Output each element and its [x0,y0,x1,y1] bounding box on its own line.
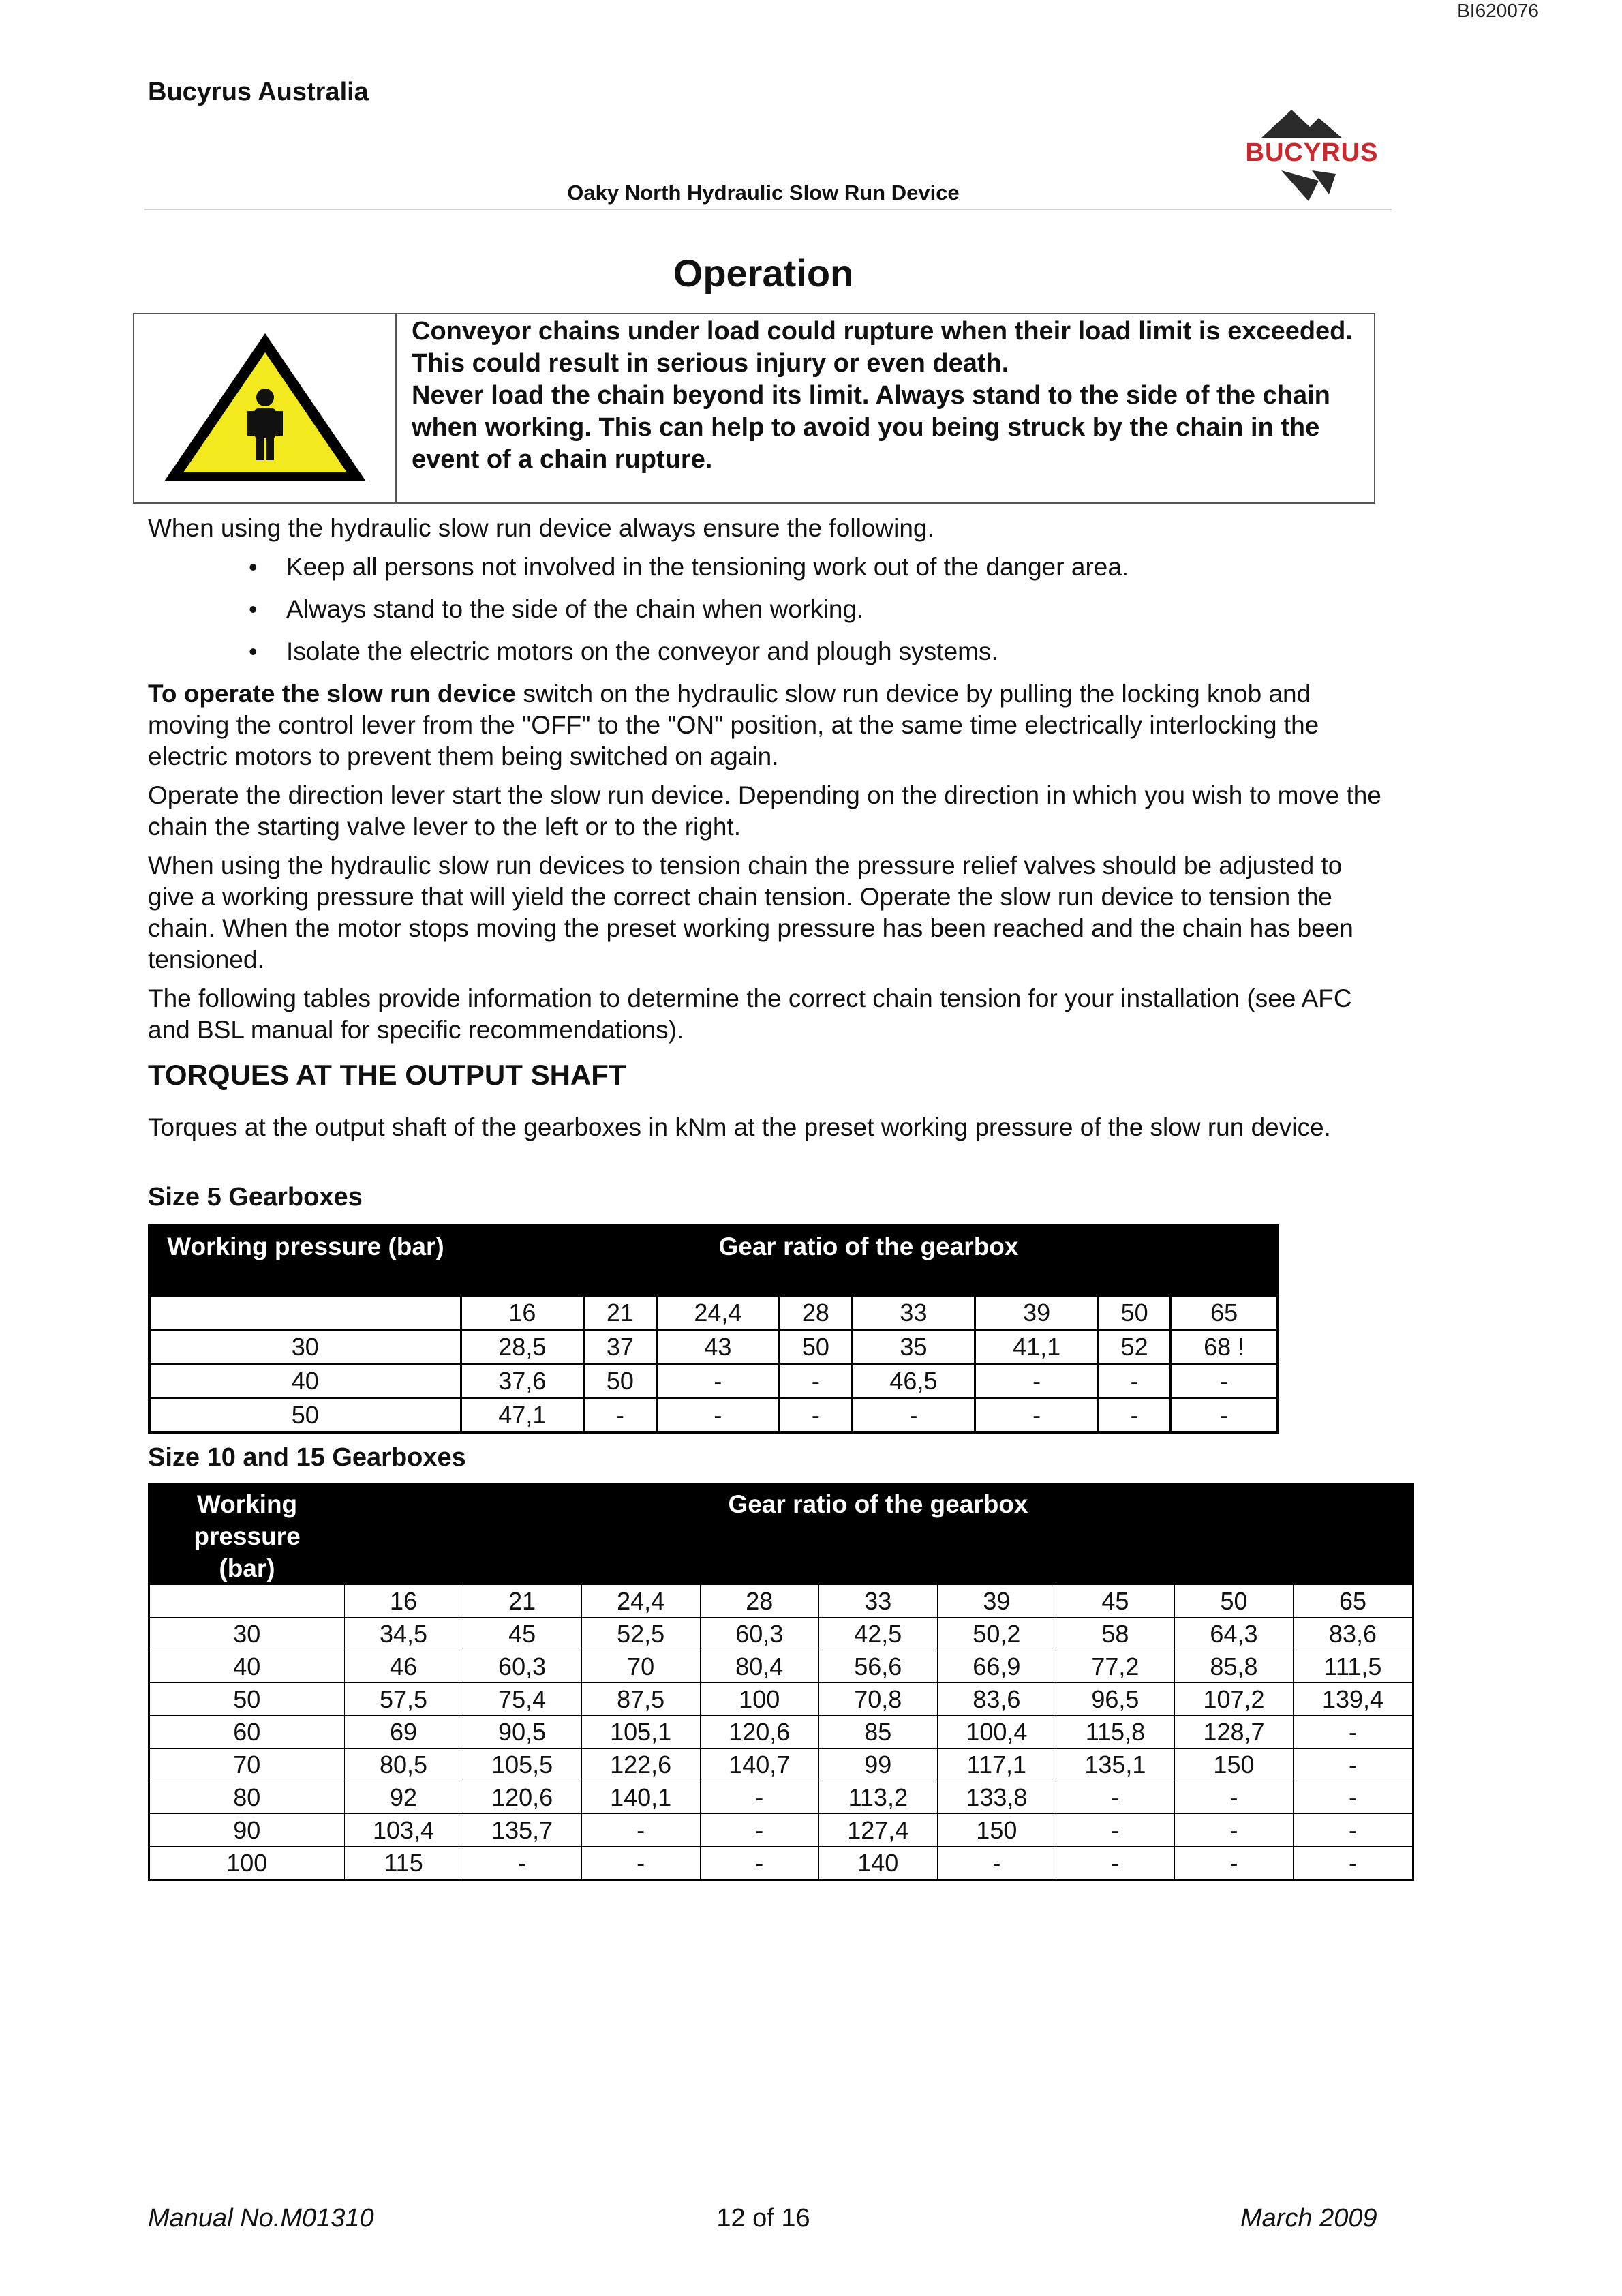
torque-value-cell: 113,2 [818,1781,937,1814]
warning-triangle-person-icon [134,314,395,502]
gear-ratio-cell: 21 [584,1296,656,1330]
header-divider [144,209,1392,210]
torque-value-cell: 77,2 [1056,1650,1174,1683]
torque-value-cell: - [584,1398,656,1433]
operate-bold-lead: To operate the slow run device [148,680,517,708]
torque-value-cell: 41,1 [975,1330,1099,1364]
gear-ratio-cell: 33 [818,1585,937,1618]
torque-value-cell: 139,4 [1294,1683,1413,1716]
torque-value-cell: 107,2 [1174,1683,1293,1716]
torque-value-cell: - [1294,1749,1413,1781]
gear-ratio-cell: 16 [461,1296,584,1330]
table-row [149,1650,1413,1683]
gear-ratio-header: Gear ratio of the gearbox [344,1485,1413,1585]
table-row [149,1330,1278,1364]
operate-text: switch on the hydraulic slow run device by pulling the locking knob and moving the control lever from the "OFF" to the "ON" position, at the same time electrically interlocking the electric motors to prevent them being switched on again. [148,680,1319,770]
pressure-cell: 90 [149,1814,345,1847]
torque-value-cell: 50 [584,1364,656,1398]
torque-value-cell: 52,5 [581,1618,700,1650]
torque-value-cell: 87,5 [581,1683,700,1716]
torque-value-cell: 46 [344,1650,463,1683]
torque-value-cell: 90,5 [463,1716,581,1749]
torque-value-cell: 70 [581,1650,700,1683]
footer-page-number: 12 of 16 [716,2204,810,2233]
torque-value-cell: - [700,1781,818,1814]
bullet-item: • Always stand to the side of the chain when working. [148,594,1381,636]
torque-value-cell: 150 [937,1814,1056,1847]
torque-value-cell: 52 [1098,1330,1170,1364]
torque-value-cell: 96,5 [1056,1683,1174,1716]
torque-value-cell: 92 [344,1781,463,1814]
bullet-item: • Keep all persons not involved in the tensioning work out of the danger area. [148,552,1381,594]
torque-value-cell: - [581,1814,700,1847]
gear-ratio-cell: 24,4 [656,1296,780,1330]
torque-value-cell: 75,4 [463,1683,581,1716]
blank-cell [149,1585,345,1618]
pressure-cell: 70 [149,1749,345,1781]
document-subtitle: Oaky North Hydraulic Slow Run Device [567,181,960,205]
warning-icon-cell [134,314,397,502]
torque-value-cell: - [1174,1781,1293,1814]
torque-value-cell: - [1171,1398,1278,1433]
table-row [149,1716,1413,1749]
torque-value-cell: 140 [818,1847,937,1880]
torque-value-cell: - [700,1847,818,1880]
body-text [148,513,1381,1053]
torque-value-cell: 103,4 [344,1814,463,1847]
tension-paragraph: When using the hydraulic slow run devices to tension chain the pressure relief valves should be adjusted to give a working pressure that will yield the correct chain tension. Operate the slow run device to tension the chain. When the motor stops moving the preset working pressure has been reached and the chain has been tensioned. [148,851,1353,973]
gear-ratio-cell: 16 [344,1585,463,1618]
torque-value-cell: - [975,1398,1099,1433]
torque-value-cell: 150 [1174,1749,1293,1781]
table-row [149,1749,1413,1781]
direction-paragraph: Operate the direction lever start the slow run device. Depending on the direction in which you wish to move the chain the starting valve lever to the left or to the right. [148,781,1381,841]
torque-value-cell: - [656,1398,780,1433]
torque-value-cell: 64,3 [1174,1618,1293,1650]
torque-value-cell: - [463,1847,581,1880]
torque-value-cell: 140,1 [581,1781,700,1814]
document-id: BI620076 [1457,0,1539,21]
warning-box [133,313,1375,504]
working-pressure-header-text: Working pressure (bar) [194,1490,301,1582]
torques-heading: TORQUES AT THE OUTPUT SHAFT [148,1059,626,1091]
tables-intro-paragraph: The following tables provide information to determine the correct chain tension for your installation (see AFC and BSL manual for specific recommendations). [148,984,1352,1044]
torque-value-cell: - [1294,1716,1413,1749]
torque-value-cell: 68 ! [1171,1330,1278,1364]
torque-value-cell: 34,5 [344,1618,463,1650]
torque-value-cell: 100 [700,1683,818,1716]
torque-value-cell: 56,6 [818,1650,937,1683]
gear-ratio-cell: 50 [1174,1585,1293,1618]
torque-value-cell: 120,6 [700,1716,818,1749]
torque-value-cell: - [937,1847,1056,1880]
torque-value-cell: - [1174,1847,1293,1880]
section-title: Operation [673,252,854,294]
torque-value-cell: 85 [818,1716,937,1749]
torque-value-cell: 80,5 [344,1749,463,1781]
torque-value-cell: - [1171,1364,1278,1398]
torque-value-cell: 100,4 [937,1716,1056,1749]
gear-ratio-cell: 65 [1294,1585,1413,1618]
gear-ratio-row [149,1585,1413,1618]
torque-value-cell: - [581,1847,700,1880]
torque-value-cell: - [656,1364,780,1398]
table-row [149,1683,1413,1716]
torque-value-cell: 128,7 [1174,1716,1293,1749]
torque-value-cell: 45 [463,1618,581,1650]
torque-value-cell: 58 [1056,1618,1174,1650]
torque-value-cell: 111,5 [1294,1650,1413,1683]
torque-value-cell: 50 [780,1330,852,1364]
gear-ratio-cell: 21 [463,1585,581,1618]
torque-value-cell: 99 [818,1749,937,1781]
warning-text [412,314,1359,476]
torque-value-cell: 122,6 [581,1749,700,1781]
torque-value-cell: 83,6 [937,1683,1056,1716]
torque-value-cell: 115,8 [1056,1716,1174,1749]
torque-value-cell: - [1294,1847,1413,1880]
table-row [149,1814,1413,1847]
torque-value-cell: 43 [656,1330,780,1364]
gear-ratio-cell: 39 [937,1585,1056,1618]
footer-date: March 2009 [1240,2204,1377,2233]
working-pressure-header: Working pressure (bar) [149,1226,461,1296]
torques-description: Torques at the output shaft of the gearboxes in kNm at the preset working pressure of the slow run device. [148,1113,1331,1141]
torque-value-cell: 140,7 [700,1749,818,1781]
logo-text: BUCYRUS [1245,138,1379,167]
torque-value-cell: 70,8 [818,1683,937,1716]
pressure-cell: 30 [149,1618,345,1650]
torque-value-cell: - [1294,1781,1413,1814]
torque-value-cell: 133,8 [937,1781,1056,1814]
torque-value-cell: - [1056,1814,1174,1847]
table-row [149,1398,1278,1433]
gear-ratio-cell: 45 [1056,1585,1174,1618]
torque-value-cell: - [780,1398,852,1433]
working-pressure-header [149,1485,345,1585]
torque-value-cell: 135,1 [1056,1749,1174,1781]
gear-ratio-cell: 28 [700,1585,818,1618]
torque-value-cell: 105,1 [581,1716,700,1749]
torque-value-cell: 37,6 [461,1364,584,1398]
pressure-cell: 40 [149,1364,461,1398]
warning-line-2: Never load the chain beyond its limit. Always stand to the side of the chain when working. This can help to avoid you being struck by the chain in the event of a chain rupture. [412,381,1330,474]
table-row [149,1781,1413,1814]
torque-value-cell: 105,5 [463,1749,581,1781]
torque-value-cell: 85,8 [1174,1650,1293,1683]
torque-value-cell: - [780,1364,852,1398]
pressure-cell: 50 [149,1398,461,1433]
torque-value-cell: 35 [852,1330,975,1364]
torque-value-cell: 46,5 [852,1364,975,1398]
size10-torque-table [148,1483,1414,1881]
torque-value-cell: 80,4 [700,1650,818,1683]
torque-value-cell: - [1056,1781,1174,1814]
torque-value-cell: 127,4 [818,1814,937,1847]
gear-ratio-header: Gear ratio of the gearbox [461,1226,1278,1296]
pressure-cell: 40 [149,1650,345,1683]
operate-paragraph [148,678,1381,772]
gear-ratio-cell: 24,4 [581,1585,700,1618]
torque-value-cell: - [1294,1814,1413,1847]
size5-torque-table [148,1224,1279,1434]
torque-value-cell: 57,5 [344,1683,463,1716]
torque-value-cell: - [1098,1398,1170,1433]
pressure-cell: 30 [149,1330,461,1364]
gear-ratio-cell: 33 [852,1296,975,1330]
pressure-cell: 100 [149,1847,345,1880]
torque-value-cell: 69 [344,1716,463,1749]
footer-manual-number: Manual No.M01310 [148,2204,374,2233]
warning-line-1: Conveyor chains under load could rupture when their load limit is exceeded. This could result in serious injury or even death. [412,317,1353,378]
pressure-cell: 80 [149,1781,345,1814]
torque-value-cell: - [975,1364,1099,1398]
torque-value-cell: 60,3 [700,1618,818,1650]
gear-ratio-cell: 39 [975,1296,1099,1330]
torque-value-cell: 42,5 [818,1618,937,1650]
torque-value-cell: 37 [584,1330,656,1364]
bullet-item: • Isolate the electric motors on the conveyor and plough systems. [148,636,1381,678]
torque-value-cell: - [852,1398,975,1433]
safety-bullet-list [148,552,1381,678]
torque-value-cell: 28,5 [461,1330,584,1364]
gear-ratio-row [149,1296,1278,1330]
table-row [149,1847,1413,1880]
pressure-cell: 60 [149,1716,345,1749]
gear-ratio-cell: 65 [1171,1296,1278,1330]
torque-value-cell: - [1056,1847,1174,1880]
torque-value-cell: - [700,1814,818,1847]
company-name: Bucyrus Australia [148,78,369,106]
torque-value-cell: - [1174,1814,1293,1847]
table-row [149,1364,1278,1398]
size10-label: Size 10 and 15 Gearboxes [148,1443,466,1472]
table-row [149,1618,1413,1650]
size5-label: Size 5 Gearboxes [148,1183,363,1211]
torque-value-cell: 115 [344,1847,463,1880]
torque-value-cell: 66,9 [937,1650,1056,1683]
torque-value-cell: 83,6 [1294,1618,1413,1650]
torque-value-cell: 60,3 [463,1650,581,1683]
blank-cell [149,1296,461,1330]
torque-value-cell: 135,7 [463,1814,581,1847]
torque-value-cell: 117,1 [937,1749,1056,1781]
torque-value-cell: 120,6 [463,1781,581,1814]
gear-ratio-cell: 28 [780,1296,852,1330]
intro-paragraph: When using the hydraulic slow run device always ensure the following. [148,514,934,542]
torque-value-cell: 50,2 [937,1618,1056,1650]
torque-value-cell: 47,1 [461,1398,584,1433]
pressure-cell: 50 [149,1683,345,1716]
gear-ratio-cell: 50 [1098,1296,1170,1330]
torque-value-cell: - [1098,1364,1170,1398]
